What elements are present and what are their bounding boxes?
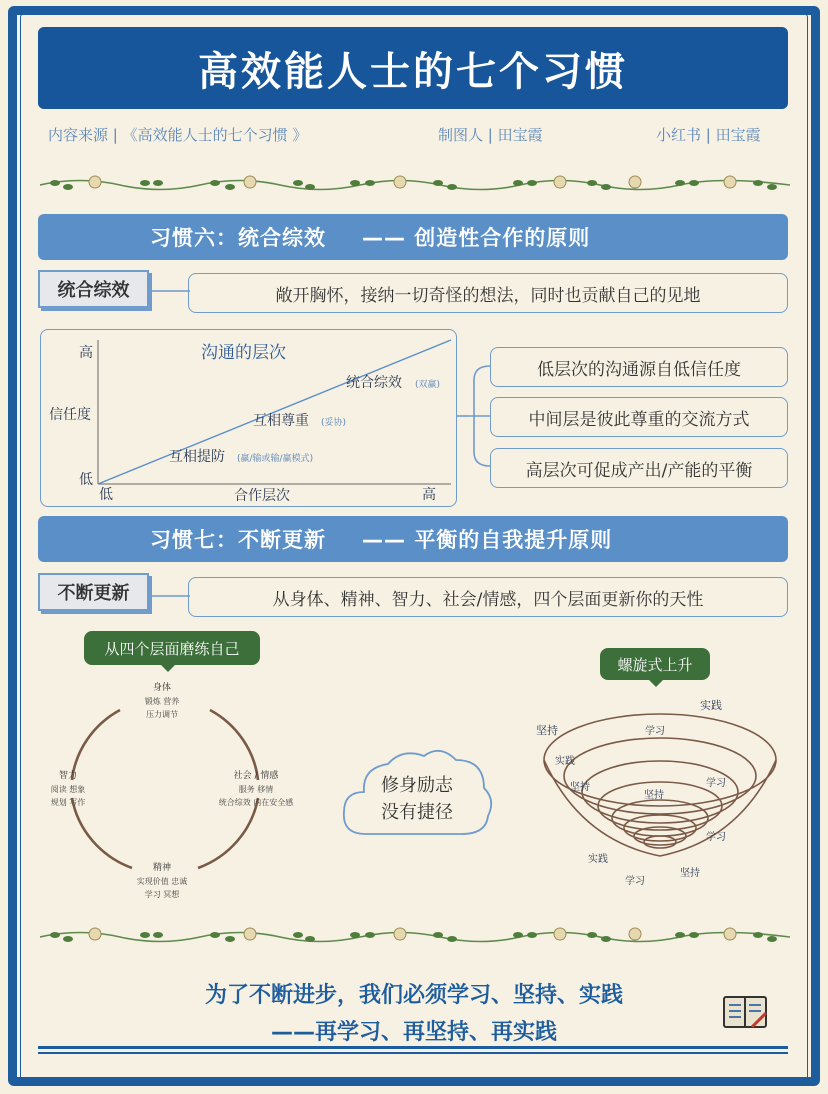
habit7-tag: 不断更新 — [38, 573, 149, 611]
x-low-label: 低 — [99, 487, 113, 503]
social-line1: 服务 移情 — [238, 785, 274, 794]
cloud-line1: 修身励志 — [381, 775, 453, 796]
x-axis-label: 合作层次 — [234, 488, 290, 504]
social-head: 社会 / 情感 — [233, 771, 279, 781]
habit6-desc: 敞开胸怀，接纳一切奇怪的想法，同时也贡献自己的见地 — [188, 273, 788, 313]
cycle-spirit — [122, 862, 202, 901]
source-text: 内容来源 | 《高效能人士的七个习惯 》 — [48, 126, 308, 144]
habit6-principle: —— 创造性合作的原则 — [362, 226, 591, 250]
cycle-mind — [40, 770, 96, 809]
spirit-line2: 学习 冥想 — [144, 890, 180, 899]
habit7-principle: —— 平衡的自我提升原则 — [362, 528, 613, 552]
footer-line-1: 为了不断进步，我们必须学习、坚持、实践 — [204, 983, 623, 1008]
level-mid-name: 互相尊重 — [253, 413, 309, 429]
habit7-title: 习惯七：不断更新 — [150, 528, 326, 552]
habit6-title: 习惯六：统合综效 — [150, 226, 326, 250]
spiral-label: 螺旋式上升 — [600, 648, 710, 680]
spirit-line1: 实现价值 忠诚 — [136, 877, 188, 886]
cycle-label: 从四个层面磨练自己 — [84, 631, 260, 665]
cloud-text — [336, 772, 498, 826]
level-high-note: (双赢) — [415, 380, 441, 390]
spiral-word-learn-1: 学习 — [645, 726, 665, 737]
point-high: 高层次可促成产出/产能的平衡 — [490, 448, 788, 488]
spiral-word-practice-3: 实践 — [588, 854, 608, 865]
communication-levels-chart — [40, 329, 457, 507]
spiral-word-learn-4: 学习 — [625, 876, 645, 887]
habit6-header — [38, 214, 788, 260]
author-text: 制图人 | 田宝霞 — [438, 126, 543, 144]
body-line1: 锻炼 营养 — [144, 697, 180, 706]
chart-title: 沟通的层次 — [201, 343, 286, 363]
point-mid: 中间层是彼此尊重的交流方式 — [490, 397, 788, 437]
mind-line1: 阅读 想象 — [50, 785, 86, 794]
spirit-head: 精神 — [152, 863, 171, 873]
mind-line2: 规划 写作 — [50, 798, 86, 807]
point-low: 低层次的沟通源自低信任度 — [490, 347, 788, 387]
body-line2: 压力调节 — [146, 710, 178, 719]
cycle-social — [208, 770, 304, 809]
level-low-name: 互相提防 — [169, 449, 225, 465]
spiral-word-persist-4: 坚持 — [680, 868, 700, 879]
y-low-label: 低 — [79, 472, 93, 488]
habit6-tag: 统合综效 — [38, 270, 149, 308]
page-title: 高效能人士的七个习惯 — [38, 27, 788, 109]
cycle-body — [127, 682, 197, 721]
spiral-word-learn-2: 学习 — [706, 778, 726, 789]
cloud-line2: 没有捷径 — [381, 802, 453, 823]
y-high-label: 高 — [79, 345, 93, 361]
spiral-word-persist-1: 坚持 — [536, 724, 558, 737]
footer-rule-1 — [38, 1046, 788, 1049]
habit7-desc: 从身体、精神、智力、社会/情感，四个层面更新你的天性 — [188, 577, 788, 617]
platform-text: 小红书 | 田宝霞 — [656, 126, 761, 144]
level-mid-note: (妥协) — [321, 418, 347, 428]
book-icon — [722, 993, 770, 1033]
spiral-word-persist-2: 坚持 — [570, 782, 590, 793]
connector-line-2 — [150, 594, 190, 598]
habit7-header — [38, 516, 788, 562]
vine-divider-bottom — [40, 926, 790, 948]
footer-line-2: ——再学习、再坚持、再实践 — [270, 1020, 557, 1045]
footer-rule-2 — [38, 1052, 788, 1054]
spiral-word-persist-3: 坚持 — [644, 790, 664, 801]
level-high-name: 统合综效 — [346, 375, 402, 391]
level-low-note: (赢/输或输/赢模式) — [237, 454, 314, 464]
x-high-label: 高 — [422, 487, 436, 503]
mind-head: 智力 — [58, 771, 77, 781]
spiral-word-practice-1: 实践 — [700, 699, 722, 712]
vine-divider-top — [40, 174, 790, 196]
y-axis-label: 信任度 — [49, 407, 91, 423]
bracket-connector — [456, 360, 492, 472]
spiral-pill-pointer — [648, 679, 664, 687]
pill-pointer — [160, 664, 176, 672]
body-head: 身体 — [152, 683, 171, 693]
spiral-word-practice-2: 实践 — [555, 756, 575, 767]
social-line2: 统合综效 内在安全感 — [218, 798, 294, 807]
spiral-word-learn-3: 学习 — [706, 832, 726, 843]
connector-line — [150, 289, 190, 293]
